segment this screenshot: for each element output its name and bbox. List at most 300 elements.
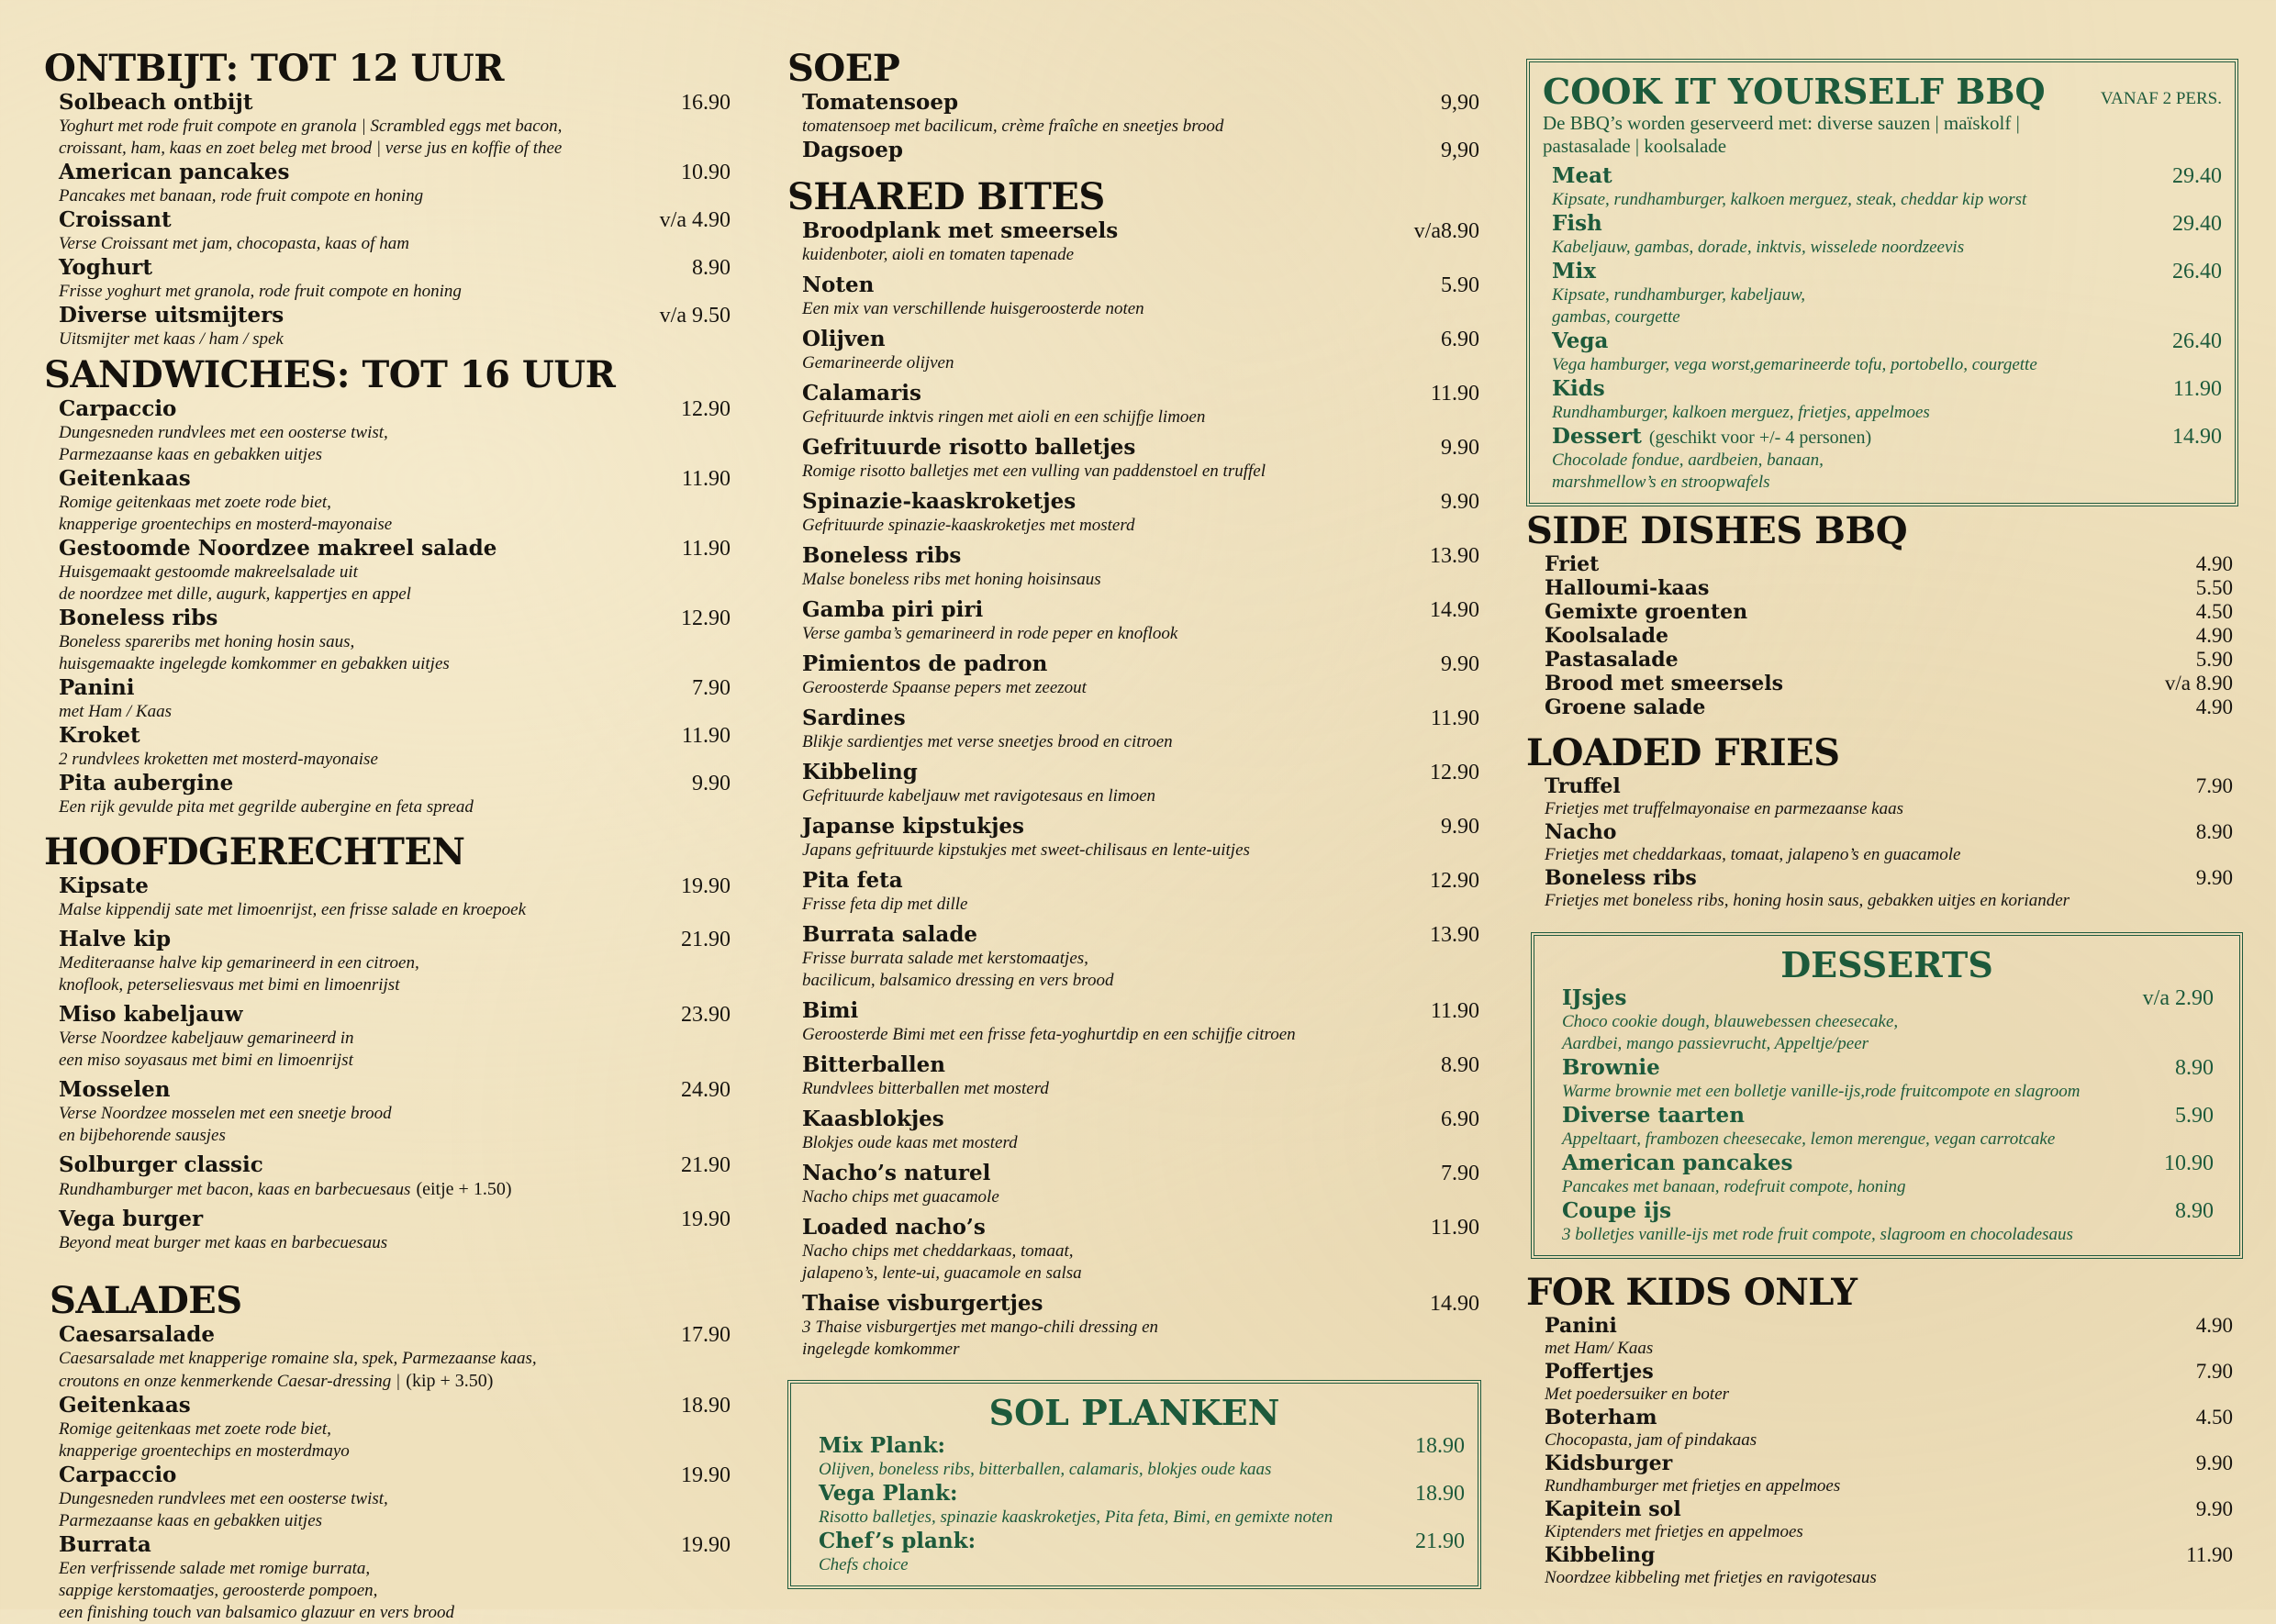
item-description-text: Warme brownie met een bolletje vanille-ijs,rode fruitcompote en slagroom: [1562, 1082, 2081, 1101]
item-price: 8.90: [692, 256, 731, 280]
item-name-wrap: [1545, 696, 1705, 719]
item-name: Koolsalade: [1545, 624, 1668, 648]
menu-item-caesarsalade: [44, 1322, 731, 1393]
item-price: 16.90: [681, 91, 731, 115]
item-name: Diverse uitsmijters: [59, 303, 284, 328]
item-name-wrap: [59, 873, 149, 898]
menu-item-brood-met-smeersels: [1526, 672, 2233, 695]
item-name-wrap: [802, 706, 906, 730]
item-name: Fish: [1552, 211, 1602, 236]
item-name-wrap: [1552, 163, 1612, 188]
item-name-wrap: [1552, 211, 1602, 236]
item-description: [59, 233, 731, 255]
item-description: [59, 1348, 731, 1370]
item-description: [59, 1103, 731, 1125]
item-price: 4.90: [2195, 1314, 2233, 1337]
menu-item-mix: [1543, 259, 2222, 328]
item-description-text: bacilicum, balsamico dressing en vers brood: [802, 971, 1114, 990]
item-name-wrap: [802, 1052, 945, 1077]
item-description-text: Chocolade fondue, aardbeien, banaan,: [1552, 450, 1824, 470]
section-title: DESSERTS: [1780, 944, 1993, 985]
item-name: Gestoomde Noordzee makreel salade: [59, 536, 497, 561]
item-description-text: Geroosterde Spaanse pepers met zeezout: [802, 678, 1087, 697]
item-description-text: Gefrituurde inktvis ringen met aioli en een schijfje limoen: [802, 407, 1206, 427]
item-name-wrap: [802, 435, 1135, 460]
item-price: 8.90: [2175, 1056, 2214, 1080]
item-price: 6.90: [1441, 1107, 1479, 1131]
item-description-text: Pancakes met banaan, rodefruit compote, honing: [1562, 1177, 1906, 1196]
item-description: [819, 1459, 1465, 1481]
item-description: [1545, 798, 2233, 820]
menu-item-kipsate: [44, 873, 731, 921]
item-name: Truffel: [1545, 774, 1621, 798]
item-name-wrap: [1552, 328, 1608, 353]
item-description-text: Beyond meat burger met kaas en barbecuesaus: [59, 1233, 388, 1252]
item-name-wrap: [59, 303, 284, 328]
item-price: 29.40: [2172, 212, 2222, 236]
item-description-text: Blikje sardientjes met verse sneetjes brood en citroen: [802, 732, 1173, 751]
item-name: Loaded nacho’s: [802, 1215, 986, 1240]
item-name-wrap: [802, 489, 1076, 514]
item-description: [59, 562, 731, 584]
item-name: Kroket: [59, 723, 140, 748]
item-description-text: Gemarineerde olijven: [802, 353, 954, 373]
item-name-wrap: [1562, 1103, 1745, 1128]
item-description: [1552, 354, 2222, 376]
item-name-wrap: [59, 1152, 263, 1177]
item-name: Halve kip: [59, 927, 172, 951]
item-description: [819, 1554, 1465, 1576]
item-price: v/a 9.50: [659, 304, 731, 328]
menu-item-boneless-ribs: [44, 606, 731, 675]
item-description: [802, 1262, 1479, 1285]
item-description: [1545, 1338, 2233, 1360]
item-description: [802, 1078, 1479, 1100]
item-description-text: Dungesneden rundvlees met een oosterse twist,: [59, 423, 388, 442]
item-price: 21.90: [1415, 1529, 1465, 1553]
item-description: [59, 328, 731, 350]
item-description-text: met Ham / Kaas: [59, 702, 172, 721]
item-price: 11.90: [2186, 1543, 2233, 1566]
item-name: Panini: [1545, 1314, 1617, 1338]
item-description: [59, 653, 731, 675]
menu-item-nacho: [1526, 820, 2233, 866]
item-description: [802, 623, 1479, 645]
menu-item-halloumi-kaas: [1526, 576, 2233, 600]
item-description: [1545, 1384, 2233, 1406]
item-description: [802, 1317, 1479, 1339]
item-price: 12.90: [1430, 761, 1479, 784]
item-name: Meat: [1552, 163, 1612, 188]
item-description-text: Gefrituurde kabeljauw met ravigotesaus en limoen: [802, 786, 1156, 806]
item-price: 14.90: [1430, 1292, 1479, 1316]
item-name: Mix Plank:: [819, 1433, 945, 1458]
item-name-wrap: [59, 1207, 203, 1231]
item-name: Tomatensoep: [802, 90, 959, 115]
menu-item-carpaccio: [44, 1463, 731, 1532]
item-name: Solburger classic: [59, 1152, 263, 1177]
item-description: [1545, 1521, 2233, 1543]
item-description: [59, 1510, 731, 1532]
item-description-text: marshmellow’s en stroopwafels: [1552, 473, 1770, 492]
item-name-wrap: [1545, 1544, 1655, 1567]
item-description: [59, 1370, 731, 1393]
item-name-wrap: [802, 1107, 944, 1131]
item-name: Pastasalade: [1545, 648, 1679, 672]
item-description: [802, 352, 1479, 374]
item-description: [59, 1028, 731, 1050]
item-price: 7.90: [2195, 1360, 2233, 1383]
item-name-wrap: [1545, 601, 1747, 624]
item-price: 5.90: [1441, 273, 1479, 297]
item-description: [59, 1232, 731, 1254]
item-name: Burrata: [59, 1532, 151, 1557]
menu-item-geitenkaas: [44, 1393, 731, 1463]
item-description: [802, 569, 1479, 591]
item-description-text: Nacho chips met guacamole: [802, 1187, 999, 1207]
item-price: 8.90: [2195, 820, 2233, 843]
section-title: HOOFDGERECHTEN: [44, 830, 465, 873]
menu-item-dessert: [1543, 424, 2222, 494]
item-name: Mix: [1552, 259, 1596, 284]
section-title: SOL PLANKEN: [988, 1392, 1280, 1433]
item-description: [59, 952, 731, 974]
item-name-wrap: [802, 1215, 986, 1240]
section-title: COOK IT YOURSELF BBQ: [1543, 71, 2046, 112]
item-name: Kibbeling: [1545, 1543, 1656, 1567]
item-price: 19.90: [681, 1207, 731, 1231]
menu-item-groene-salade: [1526, 695, 2233, 719]
item-price: 8.90: [2175, 1199, 2214, 1223]
item-name: Groene salade: [1545, 695, 1706, 719]
item-description: [59, 1602, 731, 1624]
item-name-wrap: [59, 536, 496, 561]
item-name: Spinazie-kaaskroketjes: [802, 489, 1077, 514]
item-name-wrap: [802, 381, 921, 406]
item-name: Friet: [1545, 552, 1600, 576]
item-description: [802, 1339, 1479, 1361]
item-name: Burrata salade: [802, 922, 978, 947]
item-name: Croissant: [59, 207, 172, 232]
item-price: 9,90: [1441, 139, 1479, 162]
item-price: 9.90: [1441, 815, 1479, 839]
menu-item-kids: [1543, 376, 2222, 424]
item-description: [802, 461, 1479, 483]
item-description: [59, 584, 731, 606]
item-description-text: Dungesneden rundvlees met een oosterse twist,: [59, 1489, 388, 1508]
menu-item-panini: [44, 675, 731, 723]
item-name-wrap: [1545, 867, 1697, 890]
desserts-list: [1547, 985, 2226, 1246]
item-description: [802, 515, 1479, 537]
menu-item-burrata: [44, 1532, 731, 1624]
item-description: [1562, 1224, 2214, 1246]
menu-item-geitenkaas: [44, 466, 731, 536]
item-description-text: knapperige groentechips en mosterdmayo: [59, 1441, 350, 1461]
item-description-text: Met poedersuiker en boter: [1545, 1385, 1730, 1404]
item-price: v/a8.90: [1413, 219, 1479, 243]
bbq-tag: VANAF 2 PERS.: [2100, 89, 2222, 108]
desserts-box: [1531, 932, 2243, 1259]
item-name: Geitenkaas: [59, 1393, 191, 1418]
item-name-wrap: [59, 1322, 215, 1347]
menu-item-coupe-ijs: [1547, 1198, 2214, 1246]
item-description-text: Rundvlees bitterballen met mosterd: [802, 1079, 1049, 1098]
item-description: [1562, 1033, 2214, 1055]
item-name: Yoghurt: [59, 255, 153, 280]
item-price: 7.90: [1441, 1162, 1479, 1185]
item-price: v/a 4.90: [659, 208, 731, 232]
item-price: 12.90: [1430, 869, 1479, 893]
menu-item-boneless-ribs: [1526, 866, 2233, 912]
item-name-wrap: [1545, 1361, 1654, 1384]
menu-item-calamaris: [787, 381, 1479, 428]
item-name: Coupe ijs: [1562, 1198, 1672, 1223]
item-price: 21.90: [681, 928, 731, 951]
item-description-text: Kiptenders met frietjes en appelmoes: [1545, 1522, 1803, 1541]
item-name-wrap: [1545, 1315, 1617, 1338]
item-name: Kids: [1552, 376, 1605, 401]
item-name: Halloumi-kaas: [1545, 576, 1710, 600]
item-description: [802, 948, 1479, 970]
item-price: 9,90: [1441, 91, 1479, 115]
item-price: 8.90: [1441, 1053, 1479, 1077]
section-loaded-fries: [1526, 732, 2233, 912]
menu-item-chef-s-plank: [804, 1529, 1465, 1576]
sol-planken-list: [804, 1433, 1465, 1576]
item-name-wrap: [802, 760, 918, 784]
item-name-wrap: [802, 998, 858, 1023]
item-description-text: knapperige groentechips en mosterd-mayonaise: [59, 515, 393, 534]
item-description-text: Verse Noordzee mosselen met een sneetje brood: [59, 1104, 392, 1123]
item-name-wrap: [59, 927, 171, 951]
item-price: 23.90: [681, 1003, 731, 1027]
menu-item-boneless-ribs: [787, 543, 1479, 591]
item-description-text: een miso soyasaus met bimi en limoenrijst: [59, 1051, 353, 1070]
item-name-wrap: [1545, 821, 1616, 844]
item-description-text: croutons en onze kenmerkende Caesar-dressing |: [59, 1372, 401, 1391]
item-description: [59, 1488, 731, 1510]
item-description: [802, 731, 1479, 753]
item-description: [1545, 844, 2233, 866]
item-name: Kapitein sol: [1545, 1497, 1681, 1521]
item-description: [802, 1240, 1479, 1262]
item-name: Olijven: [802, 327, 886, 351]
section-title: ONTBIJT: TOT 12 UUR: [44, 47, 505, 90]
item-description: [1552, 402, 2222, 424]
item-price: 9.90: [2195, 1497, 2233, 1520]
item-price: 29.40: [2172, 164, 2222, 188]
item-price: 9.90: [2195, 866, 2233, 889]
item-description-text: Frietjes met cheddarkaas, tomaat, jalapeno’s en guacamole: [1545, 845, 1961, 864]
item-description-text: Blokjes oude kaas met mosterd: [802, 1133, 1018, 1152]
item-note: (eitje + 1.50): [416, 1179, 512, 1199]
item-name-wrap: [802, 138, 903, 162]
item-description: [1545, 1567, 2233, 1589]
item-description-text: Chefs choice: [819, 1555, 909, 1574]
item-name-wrap: [802, 273, 874, 297]
item-description-text: Romige geitenkaas met zoete rode biet,: [59, 493, 331, 512]
item-description-text: Chocopasta, jam of pindakaas: [1545, 1430, 1757, 1450]
item-name: Chef’s plank:: [819, 1529, 976, 1553]
item-name-wrap: [1545, 625, 1668, 648]
item-price: 18.90: [1415, 1434, 1465, 1458]
item-description: [819, 1507, 1465, 1529]
item-name-wrap: [59, 1532, 151, 1557]
item-description: [59, 1558, 731, 1580]
item-description-text: Malse boneless ribs met honing hoisinsaus: [802, 570, 1101, 589]
item-name-wrap: [802, 868, 903, 893]
menu-item-poffertjes: [1526, 1360, 2233, 1406]
section-title: FOR KIDS ONLY: [1526, 1271, 1858, 1314]
item-description: [802, 244, 1479, 266]
item-name-wrap: [59, 207, 172, 232]
section-title: SHARED BITES: [787, 175, 1105, 218]
item-name-wrap: [59, 675, 135, 700]
item-description-text: Kipsate, rundhamburger, kabeljauw,: [1552, 285, 1806, 305]
section-for-kids: [1526, 1272, 2233, 1589]
item-description-text: Parmezaanse kaas en gebakken uitjes: [59, 445, 323, 464]
item-name-wrap: [1562, 1055, 1660, 1080]
item-description-text: Uitsmijter met kaas / ham / spek: [59, 329, 284, 349]
item-price: 11.90: [681, 537, 731, 561]
menu-item-tomatensoep: [787, 90, 1479, 138]
item-name-wrap: [59, 90, 253, 115]
item-name: Brood met smeersels: [1545, 672, 1784, 695]
item-name: Kidsburger: [1545, 1452, 1673, 1475]
item-description: [1562, 1081, 2214, 1103]
menu-item-vega-plank: [804, 1481, 1465, 1529]
item-description-text: Frietjes met boneless ribs, honing hosin saus, gebakken uitjes en koriander: [1545, 891, 2070, 910]
item-price: 5.90: [2175, 1104, 2214, 1128]
item-price: 9.90: [2195, 1452, 2233, 1474]
menu-item-thaise-visburgertjes: [787, 1291, 1479, 1361]
item-name: Nacho: [1545, 820, 1617, 844]
item-price: 21.90: [681, 1153, 731, 1177]
item-name-wrap: [59, 1463, 176, 1487]
item-description-text: Frisse feta dip met dille: [802, 895, 968, 914]
item-name: Gemixte groenten: [1545, 600, 1748, 624]
item-description-text: Yoghurt met rode fruit compote en granola | Scrambled eggs met bacon,: [59, 117, 563, 136]
item-name: Sardines: [802, 706, 906, 730]
item-description: [59, 281, 731, 303]
item-name-wrap: [59, 606, 218, 630]
item-description: [59, 1440, 731, 1463]
item-description: [59, 1125, 731, 1147]
section-ontbijt: [44, 48, 731, 350]
item-name-wrap: [59, 396, 176, 421]
item-name: Broodplank met smeersels: [802, 218, 1119, 243]
item-name: Brownie: [1562, 1055, 1660, 1080]
menu-item-solburger-classic: [44, 1152, 731, 1201]
item-description-text: croissant, ham, kaas en zoet beleg met brood | verse jus en koffie of thee: [59, 139, 563, 158]
item-name: Vega Plank:: [819, 1481, 958, 1506]
item-price: 19.90: [681, 1533, 731, 1557]
item-description: [1545, 1429, 2233, 1452]
item-name-wrap: [819, 1433, 945, 1458]
item-name: Calamaris: [802, 381, 921, 406]
item-price: 5.90: [2195, 648, 2233, 671]
item-description: [59, 1418, 731, 1440]
menu-item-mosselen: [44, 1077, 731, 1147]
section-hoofdgerechten: [44, 831, 731, 1254]
item-name-wrap: [819, 1481, 957, 1506]
menu-item-halve-kip: [44, 927, 731, 996]
menu-item-gestoomde-noordzee-makreel-salade: [44, 536, 731, 606]
item-name: Gamba piri piri: [802, 597, 984, 622]
item-name: Diverse taarten: [1562, 1103, 1745, 1128]
item-name: Nacho’s naturel: [802, 1161, 991, 1185]
item-price: 4.90: [2195, 552, 2233, 575]
item-name: Poffertjes: [1545, 1360, 1654, 1384]
item-name: Boneless ribs: [59, 606, 218, 630]
section-title: SIDE DISHES BBQ: [1526, 509, 1908, 552]
menu-item-carpaccio: [44, 396, 731, 466]
menu-item-sardines: [787, 706, 1479, 753]
item-description-text: gambas, courgette: [1552, 307, 1680, 327]
section-side-dishes: [1526, 510, 2233, 719]
item-name-wrap: [1562, 1198, 1671, 1223]
item-name-wrap: [802, 922, 977, 947]
item-description-text: Aardbei, mango passievrucht, Appeltje/peer: [1562, 1034, 1869, 1053]
item-price: 17.90: [681, 1323, 731, 1347]
menu-item-noten: [787, 273, 1479, 320]
item-name: Mosselen: [59, 1077, 171, 1102]
menu-item-brownie: [1547, 1055, 2214, 1103]
item-price: 9.90: [1441, 490, 1479, 514]
item-description-text: Frisse burrata salade met kerstomaatjes,: [802, 949, 1088, 968]
item-description: [59, 185, 731, 207]
item-description: [59, 1050, 731, 1072]
item-price: 5.50: [2195, 576, 2233, 599]
item-description-text: Romige geitenkaas met zoete rode biet,: [59, 1419, 331, 1439]
item-price: 14.90: [2172, 425, 2222, 449]
item-name-wrap: [802, 1291, 1043, 1316]
item-name-wrap: [59, 771, 233, 795]
item-description: [802, 785, 1479, 807]
item-name-wrap: [59, 1393, 191, 1418]
menu-item-panini: [1526, 1314, 2233, 1360]
item-description: [59, 974, 731, 996]
item-description-text: knoflook, peterseliesvaus met bimi en limoenrijst: [59, 975, 400, 995]
menu-item-pimientos-de-padron: [787, 651, 1479, 699]
item-name: Kipsate: [59, 873, 149, 898]
item-description: [59, 796, 731, 818]
menu-item-burrata-salade: [787, 922, 1479, 992]
item-name-wrap: [802, 651, 1047, 676]
item-price: 11.90: [1430, 706, 1479, 730]
menu-item-gamba-piri-piri: [787, 597, 1479, 645]
item-description-text: Malse kippendij sate met limoenrijst, een frisse salade en kroepoek: [59, 900, 527, 919]
item-note: (geschikt voor +/- 4 personen): [1648, 428, 1872, 448]
item-description-text: en bijbehorende sausjes: [59, 1126, 226, 1145]
menu-item-bimi: [787, 998, 1479, 1046]
item-description-text: sappige kerstomaatjes, geroosterde pompoen,: [59, 1581, 378, 1600]
item-description-text: huisgemaakte ingelegde komkommer en gebakken uitjes: [59, 654, 450, 673]
item-price: 10.90: [681, 161, 731, 184]
item-name: Carpaccio: [59, 396, 177, 421]
item-name: Pita aubergine: [59, 771, 234, 795]
item-price: 4.50: [2195, 600, 2233, 623]
item-name-wrap: [802, 218, 1118, 243]
item-description-text: Romige risotto balletjes met een vulling van paddenstoel en truffel: [802, 462, 1266, 481]
item-description: [59, 514, 731, 536]
item-name-wrap: [59, 160, 289, 184]
item-price: 24.90: [681, 1078, 731, 1102]
menu-item-nacho-s-naturel: [787, 1161, 1479, 1208]
section-title: SOEP: [787, 47, 900, 90]
item-price: 11.90: [681, 467, 731, 491]
